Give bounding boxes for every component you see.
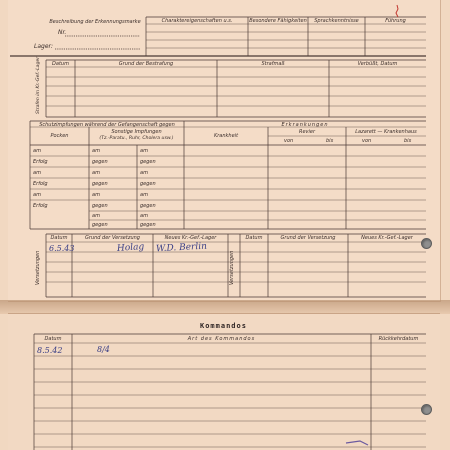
erkrankungen-revier: Revier [298,129,316,135]
imp-r2-c2: am [140,170,148,176]
vers-col-grund: Grund der Versetzung [85,235,140,241]
erkrankungen-title: Erkrankungen [281,122,329,128]
vers-col-datum: Datum [50,235,68,241]
impfungen-title: Schutzimpfungen während der Gefangenschaft gegen [39,122,175,128]
vers-col-grund-2: Grund der Versetzung [280,235,336,241]
erkrankungen-krankheit: Krankheit [213,133,239,139]
punch-hole [421,404,432,415]
imp-r5-c0: Erfolg [33,203,48,209]
laz-von: von [362,138,372,144]
imp-r3-c1: gegen [92,181,108,187]
punch-hole [421,238,432,249]
kommandos-entry-art: 8/4 [97,345,110,354]
imp-r5-c1: gegen [92,203,108,209]
imp-r4-c0: am [33,192,41,198]
revier-von: von [284,138,294,144]
imp-r7-c1: gegen [92,222,108,228]
strafen-col-verbuesst: Verbüßt, Datum [357,61,398,67]
impfungen-sonstige: Sonstige Impfungen [111,129,162,135]
laz-bis: bis [404,138,412,144]
label-nr: Nr. [58,29,67,36]
vers-entry-camp: W.D. Berlin [155,241,208,255]
versetzungen-side-label-left: Versetzungen [35,250,41,285]
label-beschreibung: Beschreibung der Erkennungsmarke [49,19,141,25]
label-lager: Lager: [34,43,54,50]
kommandos-col-datum: Datum [44,336,62,342]
vers-entry-date: 6.5.43 [49,244,75,253]
strafen-col-datum: Datum [52,61,69,67]
header-fuehrung: Führung [385,18,406,24]
vers-col-lager: Neues Kr.-Gef.-Lager [164,235,217,241]
strafen-side-label: Strafen im Kr.-Gef.-Lager [36,56,41,114]
imp-r0-c1: am [92,148,100,154]
imp-r0-c2: am [140,148,148,154]
kommandos-entry-date: 8.5.42 [37,346,63,355]
vers-col-lager-2: Neues Kr.-Gef.-Lager [361,235,413,241]
kommandos-title: Kommandos [200,322,247,330]
header-sprachkenntnisse: Sprachkenntnisse [314,18,359,24]
imp-r4-c1: am [92,192,100,198]
imp-r3-c0: Erfolg [33,181,48,187]
vers-col-datum-2: Datum [245,235,263,241]
header-faehigkeiten: Besondere Fähigkeiten [249,18,307,24]
imp-r1-c2: gegen [140,159,156,165]
kommandos-col-art: Art des Kommandos [187,336,256,342]
imp-r7-c2: gegen [140,222,156,228]
header-charakter: Charaktereigenschaften u.s. [161,18,233,24]
erkrankungen-lazarett: Lazarett — Krankenhaus [355,129,417,135]
kommandos-col-rueckkehr: Rückkehrdatum [378,336,419,342]
imp-r2-c1: am [92,170,100,176]
revier-bis: bis [326,138,334,144]
imp-r3-c2: gegen [140,181,156,187]
impfungen-sonstige-sub: (Tz.-Paratu., Ruhr, Cholera usw.) [99,136,174,141]
imp-r1-c1: gegen [92,159,108,165]
imp-r1-c0: Erfolg [33,159,48,165]
strafen-col-strafmass: Strafmaß [261,61,285,67]
imp-r5-c2: gegen [140,203,156,209]
imp-r4-c2: am [140,192,148,198]
vers-entry-reason: Holag [116,242,145,254]
imp-r6-c1: am [92,213,100,219]
imp-r2-c0: am [33,170,41,176]
strafen-col-grund: Grund der Bestrafung [118,61,174,67]
imp-r0-c0: am [33,148,41,154]
versetzungen-side-label-right: Versetzungen [229,250,235,285]
impfungen-pocken: Pocken [50,133,69,139]
imp-r6-c2: am [140,213,148,219]
